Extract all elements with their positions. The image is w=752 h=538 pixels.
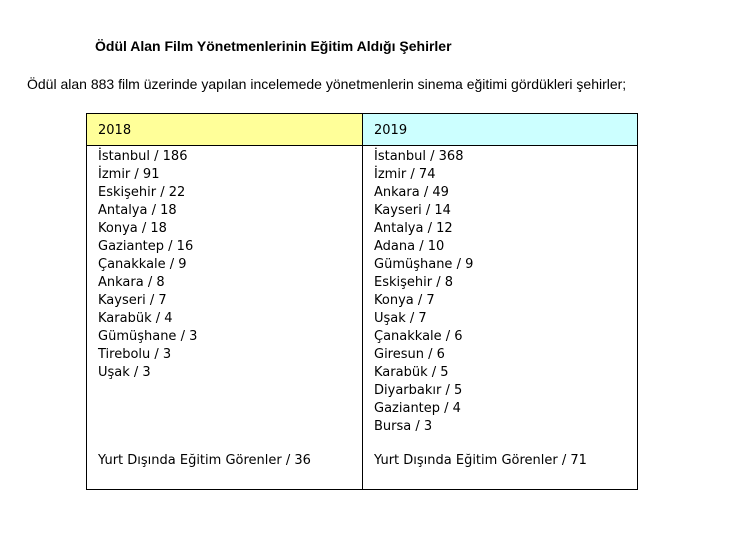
city-entry: İstanbul / 368 bbox=[374, 149, 464, 164]
city-entry: Tirebolu / 3 bbox=[98, 347, 172, 362]
document-subtitle: Ödül alan 883 film üzerinde yapılan incelemede yönetmenlerin sinema eğitimi gördükleri şehirler; bbox=[27, 76, 627, 92]
city-entry: Karabük / 5 bbox=[374, 365, 449, 380]
cities-table bbox=[86, 113, 638, 490]
city-entry: Eskişehir / 22 bbox=[98, 185, 186, 200]
city-entry: İzmir / 74 bbox=[374, 167, 436, 182]
city-entry: Bursa / 3 bbox=[374, 419, 433, 434]
city-entry: Giresun / 6 bbox=[374, 347, 445, 362]
column-header-2019: 2019 bbox=[363, 114, 637, 146]
city-entry: Gümüşhane / 3 bbox=[98, 329, 198, 344]
city-entry: Ankara / 8 bbox=[98, 275, 165, 290]
column-2019 bbox=[363, 114, 637, 489]
city-entry: Uşak / 7 bbox=[374, 311, 427, 326]
city-entry: Karabük / 4 bbox=[98, 311, 173, 326]
city-entry: Antalya / 12 bbox=[374, 221, 453, 236]
city-entry: Gümüşhane / 9 bbox=[374, 257, 474, 272]
city-entry: Konya / 18 bbox=[98, 221, 167, 236]
city-entry: Uşak / 3 bbox=[98, 365, 151, 380]
city-entry: Ankara / 49 bbox=[374, 185, 449, 200]
city-entry: Eskişehir / 8 bbox=[374, 275, 454, 290]
column-header-2018: 2018 bbox=[87, 114, 362, 146]
city-entry: Kayseri / 14 bbox=[374, 203, 451, 218]
city-entry: Çanakkale / 9 bbox=[98, 257, 187, 272]
city-entry: Konya / 7 bbox=[374, 293, 435, 308]
abroad-total-2019: Yurt Dışında Eğitim Görenler / 71 bbox=[374, 453, 587, 468]
city-entry: Gaziantep / 16 bbox=[98, 239, 194, 254]
city-entry: Çanakkale / 6 bbox=[374, 329, 463, 344]
city-entry: Adana / 10 bbox=[374, 239, 445, 254]
document-title: Ödül Alan Film Yönetmenlerinin Eğitim Aldığı Şehirler bbox=[95, 38, 452, 54]
city-list-2019 bbox=[374, 148, 473, 436]
city-entry: İstanbul / 186 bbox=[98, 149, 188, 164]
abroad-total-2018: Yurt Dışında Eğitim Görenler / 36 bbox=[98, 453, 311, 468]
city-entry: Diyarbakır / 5 bbox=[374, 383, 463, 398]
city-entry: İzmir / 91 bbox=[98, 167, 160, 182]
city-entry: Gaziantep / 4 bbox=[374, 401, 461, 416]
city-list-2018 bbox=[98, 148, 197, 382]
city-entry: Antalya / 18 bbox=[98, 203, 177, 218]
column-2018 bbox=[87, 114, 363, 489]
city-entry: Kayseri / 7 bbox=[98, 293, 167, 308]
